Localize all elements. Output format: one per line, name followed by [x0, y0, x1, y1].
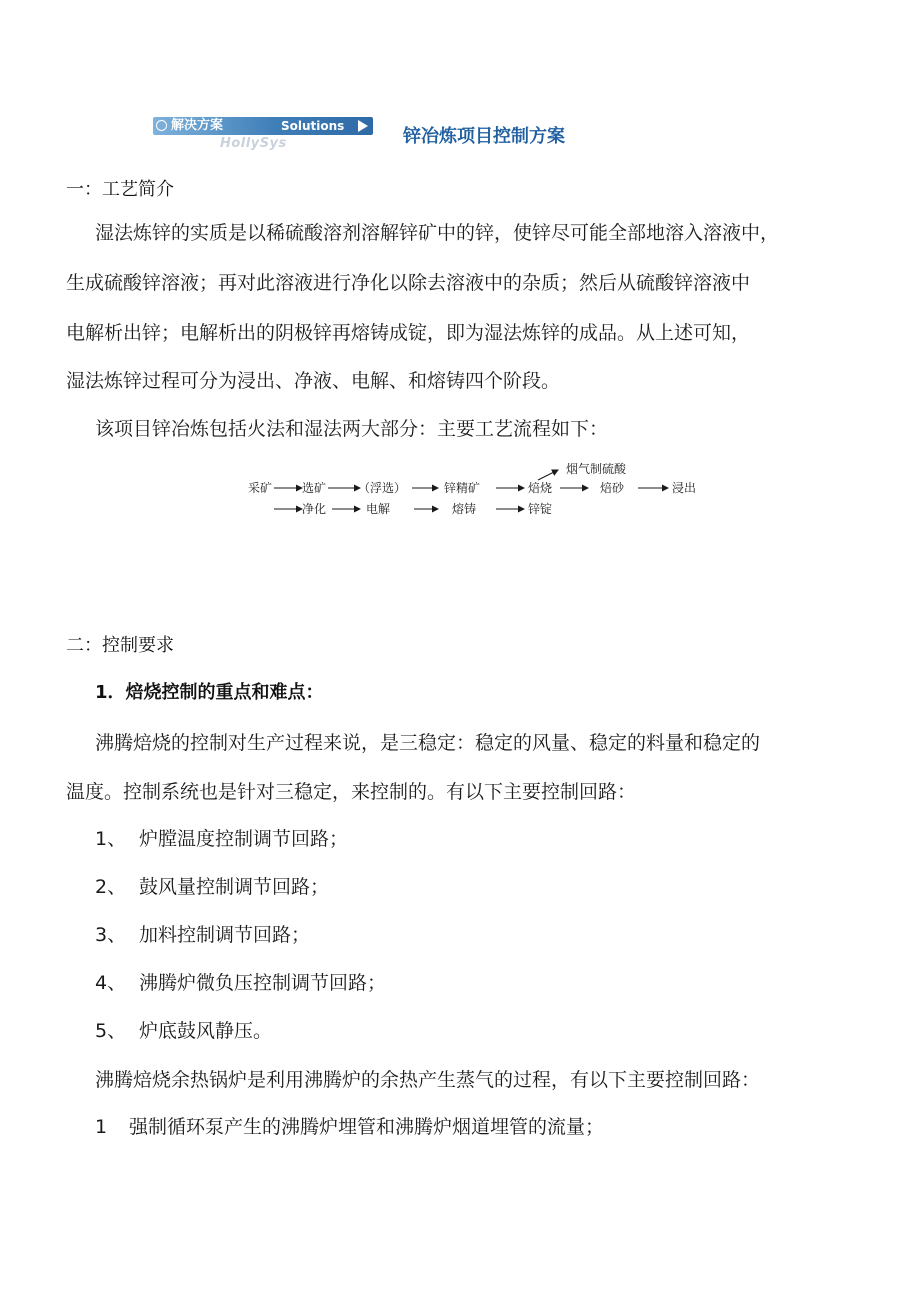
control-loop-item: [95, 1017, 272, 1045]
flow-node-purification: 净化: [302, 502, 327, 516]
section1-heading: 一：工艺简介: [66, 179, 174, 200]
section2-para1-line2: 温度。控制系统也是针对三稳定，来控制的。有以下主要控制回路：: [66, 781, 637, 803]
list-number: 5、: [95, 1020, 127, 1042]
section2-para1-line1: 沸腾焙烧的控制对生产过程来说，是三稳定：稳定的风量、稳定的料量和稳定的: [95, 732, 761, 754]
list-number: 4、: [95, 972, 127, 994]
section1-para2: 该项目锌冶炼包括火法和湿法两大部分：主要工艺流程如下：: [95, 418, 609, 440]
banner-cn-label: 解决方案: [171, 118, 224, 133]
banner-en-label: Solutions: [281, 119, 345, 133]
list-text: 炉膛温度控制调节回路；: [139, 828, 349, 850]
flow-node-casting: 熔铸: [452, 502, 477, 516]
control-loop-item: [95, 873, 329, 901]
flow-node-roasting: 焙烧: [528, 481, 553, 495]
section2-para2: 沸腾焙烧余热锅炉是利用沸腾炉的余热产生蒸气的过程，有以下主要控制回路：: [95, 1069, 761, 1091]
list-number: 1、: [95, 828, 127, 850]
circle-icon: [156, 120, 167, 131]
list-text: 沸腾炉微负压控制调节回路；: [139, 972, 387, 994]
list-text: 炉底鼓风静压。: [139, 1020, 273, 1042]
flow-node-mining: 采矿: [248, 481, 273, 495]
list-text: 鼓风量控制调节回路；: [139, 876, 330, 898]
flow-node-acid-plant: 烟气制硫酸: [566, 462, 627, 476]
list-number: 2、: [95, 876, 127, 898]
boiler-loop-item: [95, 1113, 604, 1141]
control-loop-item: [95, 921, 310, 949]
process-flow-diagram: [240, 458, 710, 520]
flow-branch-arrow: [538, 470, 558, 480]
flow-node-electrolysis: 电解: [366, 502, 391, 516]
document-title: 锌冶炼项目控制方案: [403, 126, 565, 147]
section1-para1-line1: 湿法炼锌的实质是以稀硫酸溶剂溶解锌矿中的锌，使锌尽可能全部地溶入溶液中，: [95, 222, 780, 244]
flow-node-zinc-concentrate: 锌精矿: [444, 481, 481, 495]
section2-heading: 二：控制要求: [66, 635, 174, 656]
section2-subheading: 1．焙烧控制的重点和难点：: [95, 682, 324, 703]
list-number: 3、: [95, 924, 127, 946]
control-loop-item: [95, 969, 386, 997]
flow-node-zinc-ingot: 锌锭: [528, 502, 553, 516]
flow-node-calcine: 焙砂: [600, 481, 625, 495]
section1-para1-line2: 生成硫酸锌溶液；再对此溶液进行净化以除去溶液中的杂质；然后从硫酸锌溶液中: [66, 272, 751, 294]
list-text: 加料控制调节回路；: [139, 924, 311, 946]
flow-node-dressing: 选矿: [302, 481, 327, 495]
flow-node-leaching: 浸出: [672, 481, 697, 495]
control-loop-item: [95, 825, 348, 853]
arrow-right-icon: [358, 120, 368, 132]
list-text: 强制循环泵产生的沸腾炉埋管和沸腾炉烟道埋管的流量；: [129, 1116, 605, 1138]
banner-brand: HollySys: [220, 136, 287, 151]
section1-para1-line3: 电解析出锌；电解析出的阴极锌再熔铸成锭，即为湿法炼锌的成品。从上述可知，: [66, 322, 751, 344]
list-number: 1: [95, 1116, 108, 1138]
solutions-banner-logo: [153, 117, 373, 153]
section1-para1-line4: 湿法炼锌过程可分为浸出、净液、电解、和熔铸四个阶段。: [66, 370, 561, 392]
flow-node-flotation: （浮选）: [358, 481, 407, 495]
